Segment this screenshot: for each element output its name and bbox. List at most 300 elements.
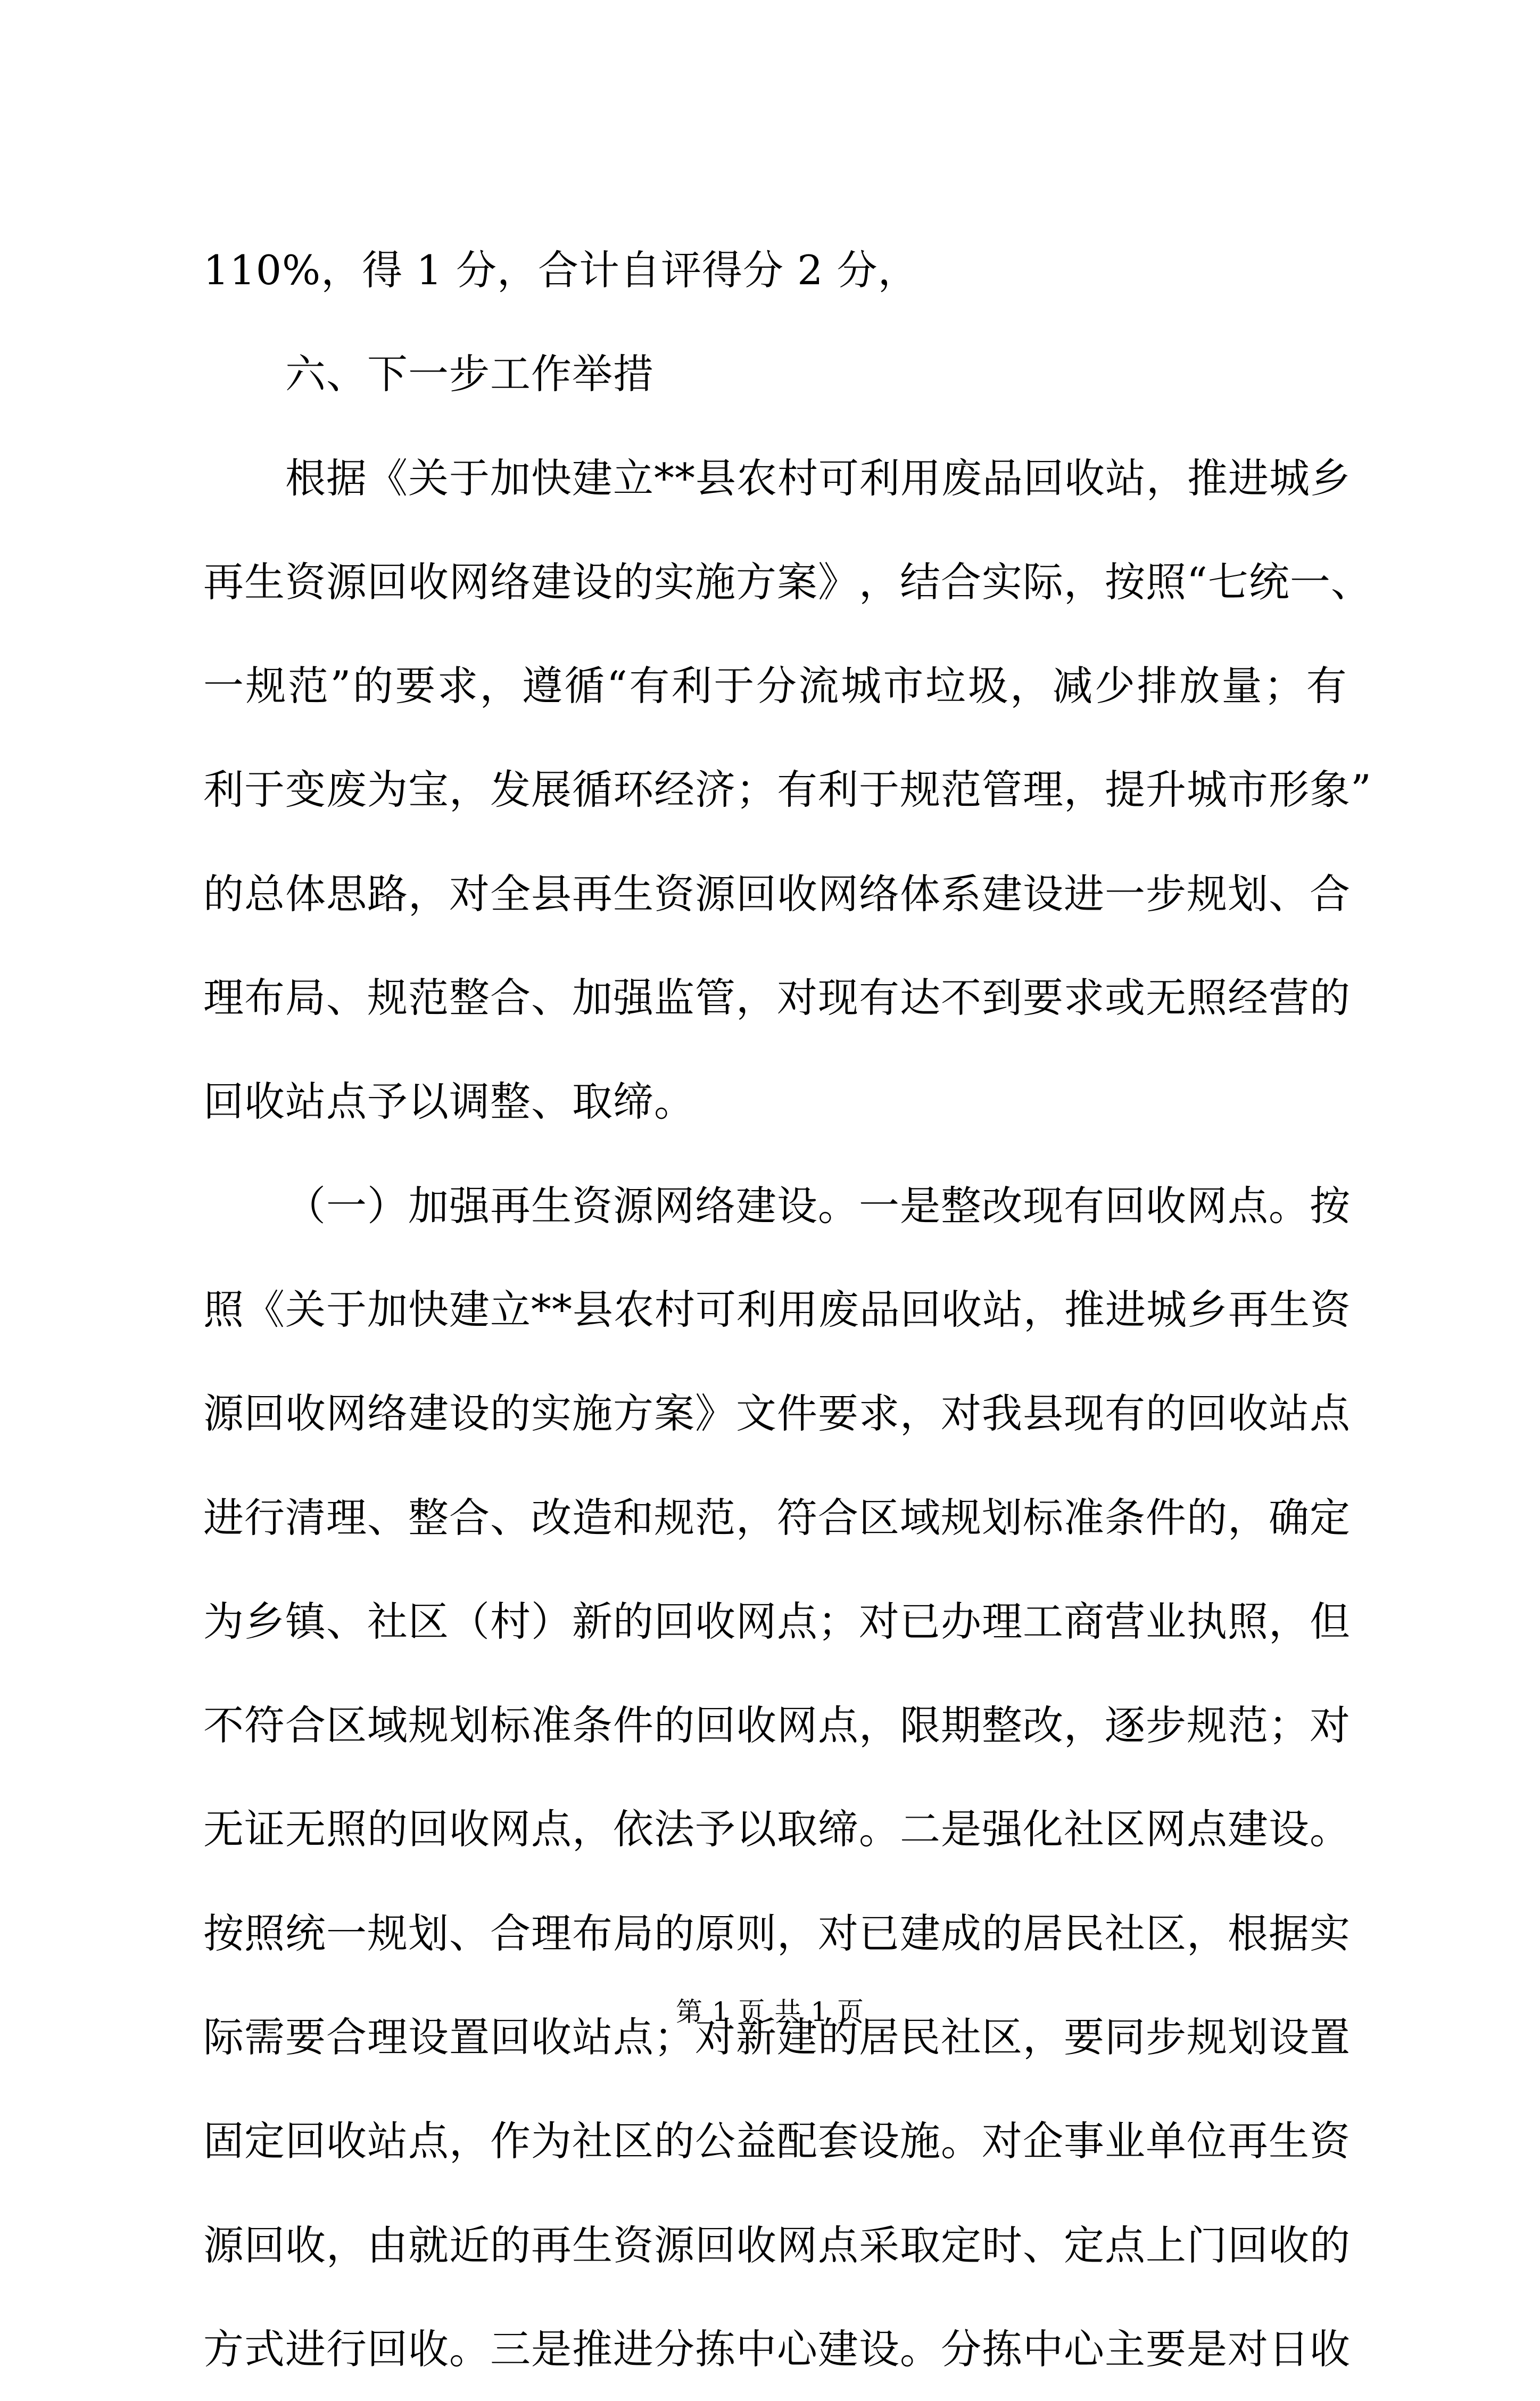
text-glyph: 体 bbox=[900, 870, 941, 918]
text-glyph: 经 bbox=[1228, 974, 1269, 1022]
text-glyph: 营 bbox=[1105, 1597, 1146, 1645]
text-glyph: 再 bbox=[203, 558, 244, 606]
text-glyph: ， bbox=[859, 1702, 900, 1750]
text-glyph: 路 bbox=[367, 870, 408, 918]
text-glyph: 施 bbox=[900, 2117, 941, 2165]
text-glyph: 收 bbox=[1146, 1182, 1187, 1230]
text-glyph: 收 bbox=[531, 2014, 572, 2061]
text-glyph: 照 bbox=[1146, 558, 1187, 606]
text-glyph: ， bbox=[1023, 1285, 1064, 1333]
text-glyph: 拣 bbox=[695, 2325, 736, 2373]
text-glyph: 资 bbox=[654, 870, 695, 918]
text-glyph: 设 bbox=[859, 2117, 900, 2165]
text-glyph: 原 bbox=[695, 1909, 736, 1957]
text-glyph: ” bbox=[330, 662, 352, 710]
text-glyph: 管 bbox=[695, 974, 736, 1022]
text-glyph: 进 bbox=[203, 1494, 244, 1541]
text-glyph: 施 bbox=[695, 558, 736, 606]
text-glyph: ； bbox=[818, 1597, 859, 1645]
text-glyph: （ bbox=[285, 1182, 326, 1230]
text-glyph: 拣 bbox=[982, 2325, 1023, 2373]
text-glyph: 网 bbox=[326, 1390, 367, 1438]
text-glyph: 象 bbox=[1310, 766, 1351, 814]
text-glyph: 生 bbox=[1269, 1285, 1310, 1333]
text-glyph: 垃 bbox=[925, 662, 966, 710]
text-glyph: 收 bbox=[449, 1805, 490, 1853]
text-glyph: 成 bbox=[941, 1909, 982, 1957]
text-glyph: 取 bbox=[777, 1805, 818, 1853]
text-glyph: 源 bbox=[695, 870, 736, 918]
text-glyph: 一 bbox=[203, 662, 244, 710]
text-glyph: 方 bbox=[736, 558, 777, 606]
text-glyph: 是 bbox=[941, 1805, 982, 1853]
text-glyph: 县 bbox=[696, 454, 736, 502]
text-glyph: 合 bbox=[285, 1702, 326, 1750]
text-glyph: 建 bbox=[900, 1909, 941, 1957]
text-glyph: 加 bbox=[408, 1182, 449, 1230]
text-glyph: 废 bbox=[326, 766, 367, 814]
text-glyph: 际 bbox=[1023, 558, 1064, 606]
text-glyph: 际 bbox=[203, 2014, 244, 2061]
text-glyph: 规 bbox=[654, 1494, 695, 1541]
text-glyph: 依 bbox=[613, 1805, 654, 1853]
text-glyph: 作 bbox=[490, 2117, 531, 2165]
text-glyph: 确 bbox=[1269, 1494, 1310, 1541]
text-glyph: ； bbox=[1264, 662, 1305, 710]
text-glyph: ， bbox=[408, 870, 449, 918]
text-glyph: 合 bbox=[490, 974, 531, 1022]
text-glyph: 域 bbox=[367, 1702, 408, 1750]
text-glyph: 建 bbox=[449, 1285, 490, 1333]
text-glyph: 有 bbox=[859, 974, 900, 1022]
text-glyph: 。 bbox=[818, 1182, 859, 1230]
text-glyph: 规 bbox=[1187, 2014, 1228, 2061]
text-glyph: 的 bbox=[613, 558, 654, 606]
text-glyph: 放 bbox=[1179, 662, 1221, 710]
text-glyph: 源 bbox=[654, 2221, 695, 2269]
text-glyph: 。 bbox=[449, 2325, 490, 2373]
text-glyph: 再 bbox=[1228, 2117, 1269, 2165]
text-glyph: 村 bbox=[777, 454, 818, 502]
text-glyph: 网 bbox=[736, 1597, 777, 1645]
text-glyph: 理 bbox=[982, 1597, 1023, 1645]
text-glyph: 有 bbox=[777, 766, 818, 814]
text-glyph: ， bbox=[1269, 1597, 1310, 1645]
text-glyph: 置 bbox=[1310, 2014, 1351, 2061]
text-line: 110%，得 1 分，合计自评得分 2 分， bbox=[203, 246, 919, 294]
text-glyph: 回 bbox=[736, 870, 777, 918]
text-glyph: 设 bbox=[1269, 1805, 1310, 1853]
text-glyph: 源 bbox=[203, 1390, 244, 1438]
text-glyph: 工 bbox=[1023, 1597, 1064, 1645]
text-glyph: 回 bbox=[1105, 1182, 1146, 1230]
text-glyph: 于 bbox=[326, 1285, 367, 1333]
text-glyph: 分 bbox=[756, 662, 797, 710]
text-glyph bbox=[244, 1154, 285, 1258]
text-glyph: 。 bbox=[900, 2325, 941, 2373]
text-glyph: 标 bbox=[490, 1702, 531, 1750]
text-glyph: （ bbox=[449, 1597, 490, 1645]
text-glyph: 站 bbox=[1269, 1390, 1310, 1438]
text-glyph: 的 bbox=[203, 870, 244, 918]
text-glyph: 的 bbox=[982, 1909, 1023, 1957]
text-glyph: * bbox=[654, 454, 675, 502]
text-glyph: 时 bbox=[982, 2221, 1023, 2269]
text-glyph: 的 bbox=[367, 1805, 408, 1853]
text-glyph: 社 bbox=[941, 2014, 982, 2061]
text-glyph: 不 bbox=[941, 974, 982, 1022]
text-glyph: 回 bbox=[1023, 454, 1064, 502]
text-glyph: 变 bbox=[285, 766, 326, 814]
text-glyph: 对 bbox=[777, 974, 818, 1022]
text-glyph: 理 bbox=[203, 974, 244, 1022]
text-glyph: 日 bbox=[1269, 2325, 1310, 2373]
text-glyph: 新 bbox=[736, 2014, 777, 2061]
text-glyph: 营 bbox=[1269, 974, 1310, 1022]
text-glyph: 统 bbox=[285, 1909, 326, 1957]
text-glyph: 再 bbox=[1228, 1285, 1269, 1333]
text-glyph: 利 bbox=[818, 766, 859, 814]
text-glyph: 现 bbox=[1023, 1182, 1064, 1230]
text-glyph: 关 bbox=[408, 454, 449, 502]
text-glyph: 资 bbox=[613, 2221, 654, 2269]
text-glyph: 建 bbox=[777, 2014, 818, 2061]
text-glyph: 规 bbox=[1187, 1702, 1228, 1750]
text-glyph: 设 bbox=[408, 2014, 449, 2061]
text-glyph: ， bbox=[900, 1390, 941, 1438]
text-glyph: 点 bbox=[613, 2014, 654, 2061]
text-glyph: 回 bbox=[695, 2221, 736, 2269]
text-glyph: 站 bbox=[572, 2014, 613, 2061]
text-glyph: 。 bbox=[941, 2117, 982, 2165]
text-glyph: 市 bbox=[1228, 766, 1269, 814]
text-glyph: ， bbox=[1146, 454, 1187, 502]
text-glyph: 合 bbox=[326, 2014, 367, 2061]
text-glyph: 展 bbox=[531, 766, 572, 814]
text-glyph: 收 bbox=[326, 2117, 367, 2165]
text-glyph: 、 bbox=[1023, 2221, 1064, 2269]
text-glyph: 改 bbox=[531, 1494, 572, 1541]
text-glyph: 采 bbox=[859, 2221, 900, 2269]
text-glyph: 宝 bbox=[408, 766, 449, 814]
text-glyph: 社 bbox=[367, 1597, 408, 1645]
text-glyph: 求 bbox=[1064, 974, 1105, 1022]
text-glyph: 无 bbox=[285, 1805, 326, 1853]
text-glyph: 《 bbox=[244, 1285, 285, 1333]
text-glyph: 建 bbox=[982, 870, 1023, 918]
text-glyph: 点 bbox=[1310, 1390, 1351, 1438]
text-glyph: 收 bbox=[1269, 2221, 1310, 2269]
text-glyph: 立 bbox=[613, 454, 654, 502]
text-glyph: 形 bbox=[1269, 766, 1310, 814]
text-glyph: 络 bbox=[695, 1182, 736, 1230]
text-glyph: 照 bbox=[203, 1285, 244, 1333]
text-glyph: 城 bbox=[1146, 1285, 1187, 1333]
text-glyph: 的 bbox=[1146, 1390, 1187, 1438]
text-glyph: 准 bbox=[1064, 1494, 1105, 1541]
text-glyph: 整 bbox=[408, 1494, 449, 1541]
text-glyph: 一 bbox=[1105, 870, 1146, 918]
text-glyph: 可 bbox=[696, 1285, 736, 1333]
text-glyph: 济 bbox=[695, 766, 736, 814]
text-glyph: 域 bbox=[900, 1494, 941, 1541]
text-glyph: 整 bbox=[449, 974, 490, 1022]
text-glyph: ， bbox=[777, 1909, 818, 1957]
page-footer: 第 1 页 共 1 页 bbox=[675, 1996, 865, 2027]
text-glyph: 推 bbox=[1064, 1285, 1105, 1333]
text-glyph: 全 bbox=[490, 870, 531, 918]
text-glyph: 网 bbox=[490, 1805, 531, 1853]
text-glyph: ” bbox=[1351, 766, 1372, 814]
text-glyph: 的 bbox=[654, 1702, 695, 1750]
text-glyph: 总 bbox=[244, 870, 285, 918]
text-glyph: 实 bbox=[654, 558, 695, 606]
text-glyph: 收 bbox=[1228, 1390, 1269, 1438]
text-glyph: 对 bbox=[449, 870, 490, 918]
text-glyph: 门 bbox=[1187, 2221, 1228, 2269]
text-glyph: 网 bbox=[449, 558, 490, 606]
text-glyph: 益 bbox=[736, 2117, 777, 2165]
text-glyph: 加 bbox=[572, 974, 613, 1022]
text-glyph: 一 bbox=[326, 1182, 367, 1230]
text-glyph: 规 bbox=[900, 766, 941, 814]
text-glyph: 回 bbox=[367, 2325, 408, 2373]
text-glyph: 收 bbox=[408, 558, 449, 606]
text-glyph bbox=[203, 1154, 244, 1258]
text-glyph: 点 bbox=[1228, 1182, 1269, 1230]
text-glyph: 单 bbox=[1146, 2117, 1187, 2165]
text-glyph: 社 bbox=[1105, 1909, 1146, 1957]
text-glyph: 回 bbox=[244, 2221, 285, 2269]
text-glyph: 进 bbox=[1105, 1285, 1146, 1333]
text-glyph: 推 bbox=[572, 2325, 613, 2373]
text-glyph: 推 bbox=[1187, 454, 1228, 502]
text-glyph: 、 bbox=[531, 974, 572, 1022]
text-glyph: 点 bbox=[408, 2117, 449, 2165]
text-glyph: 。 bbox=[1310, 1805, 1351, 1853]
text-glyph: “ bbox=[607, 662, 628, 710]
text-glyph: 村 bbox=[655, 1285, 696, 1333]
text-glyph: 。 bbox=[1269, 1182, 1310, 1230]
text-glyph: 清 bbox=[285, 1494, 326, 1541]
text-glyph: 加 bbox=[367, 1285, 408, 1333]
text-glyph: 、 bbox=[490, 1494, 531, 1541]
text-line bbox=[203, 1777, 1351, 1881]
text-glyph: 范 bbox=[1228, 1702, 1269, 1750]
text-glyph: 建 bbox=[531, 558, 572, 606]
text-glyph: ， bbox=[736, 974, 777, 1022]
text-line bbox=[203, 842, 1351, 946]
text-glyph: 中 bbox=[1023, 2325, 1064, 2373]
text-glyph: 现 bbox=[818, 974, 859, 1022]
text-glyph: ） bbox=[367, 1182, 408, 1230]
text-glyph: 根 bbox=[285, 454, 326, 502]
text-glyph: 照 bbox=[326, 1805, 367, 1853]
text-glyph: 准 bbox=[531, 1702, 572, 1750]
text-glyph: 按 bbox=[1105, 558, 1146, 606]
text-glyph: 是 bbox=[900, 1182, 941, 1230]
text-glyph: 生 bbox=[531, 1182, 572, 1230]
text-glyph: * bbox=[552, 1285, 573, 1333]
text-glyph: 公 bbox=[695, 2117, 736, 2165]
text-glyph: 行 bbox=[244, 1494, 285, 1541]
text-glyph: 乡 bbox=[1187, 1285, 1228, 1333]
text-glyph: 建 bbox=[1228, 1805, 1269, 1853]
text-glyph: 循 bbox=[572, 766, 613, 814]
text-glyph: 中 bbox=[736, 2325, 777, 2373]
text-glyph: 局 bbox=[613, 1909, 654, 1957]
text-glyph: 条 bbox=[572, 1702, 613, 1750]
text-glyph: 回 bbox=[1187, 1390, 1228, 1438]
text-glyph: 和 bbox=[613, 1494, 654, 1541]
text-glyph: 文 bbox=[736, 1390, 777, 1438]
text-glyph: 站 bbox=[982, 1285, 1023, 1333]
text-glyph: 建 bbox=[736, 1182, 777, 1230]
text-glyph: ， bbox=[1187, 1909, 1228, 1957]
text-glyph: 的 bbox=[654, 1909, 695, 1957]
text-glyph: 》 bbox=[695, 1390, 736, 1438]
text-glyph: ， bbox=[1228, 1494, 1269, 1541]
text-glyph: 到 bbox=[982, 974, 1023, 1022]
text-glyph: 生 bbox=[244, 558, 285, 606]
text-glyph: 监 bbox=[654, 974, 695, 1022]
text-glyph: 二 bbox=[900, 1805, 941, 1853]
text-glyph: 生 bbox=[613, 870, 654, 918]
text-glyph: 行 bbox=[326, 2325, 367, 2373]
text-glyph: 已 bbox=[900, 1597, 941, 1645]
text-glyph: 范 bbox=[288, 662, 329, 710]
text-glyph: 心 bbox=[1064, 2325, 1105, 2373]
text-glyph: 收 bbox=[777, 870, 818, 918]
text-glyph: 于 bbox=[714, 662, 755, 710]
text-glyph: 、 bbox=[1330, 558, 1372, 606]
text-glyph: 设 bbox=[859, 2325, 900, 2373]
text-glyph: 网 bbox=[777, 2221, 818, 2269]
text-glyph: 一 bbox=[326, 1909, 367, 1957]
text-glyph: 生 bbox=[1269, 2117, 1310, 2165]
text-glyph: 据 bbox=[1269, 1909, 1310, 1957]
text-glyph: 则 bbox=[736, 1909, 777, 1957]
text-glyph: 废 bbox=[818, 1285, 859, 1333]
text-glyph: 理 bbox=[531, 1909, 572, 1957]
text-glyph: 分 bbox=[941, 2325, 982, 2373]
text-glyph: 按 bbox=[203, 1909, 244, 1957]
text-glyph: 要 bbox=[395, 662, 436, 710]
text-line bbox=[203, 1154, 1351, 1258]
text-glyph: 收 bbox=[695, 1597, 736, 1645]
text-glyph: 流 bbox=[798, 662, 840, 710]
text-glyph: 进 bbox=[285, 2325, 326, 2373]
text-glyph: 三 bbox=[490, 2325, 531, 2373]
text-glyph: 建 bbox=[818, 2325, 859, 2373]
text-glyph: 范 bbox=[695, 1494, 736, 1541]
text-glyph: 对 bbox=[1228, 2325, 1269, 2373]
text-glyph: 事 bbox=[1064, 2117, 1105, 2165]
text-glyph: 可 bbox=[818, 454, 859, 502]
text-glyph: 点 bbox=[818, 2221, 859, 2269]
text-glyph: 式 bbox=[244, 2325, 285, 2373]
document-body bbox=[203, 218, 1372, 2401]
text-line bbox=[203, 634, 1347, 738]
text-glyph: 的 bbox=[1310, 974, 1351, 1022]
text-glyph: 网 bbox=[1146, 1805, 1187, 1853]
text-glyph: 就 bbox=[408, 2221, 449, 2269]
text-glyph: 实 bbox=[1310, 1909, 1351, 1957]
text-glyph: ； bbox=[654, 2014, 695, 2061]
text-glyph: 新 bbox=[572, 1597, 613, 1645]
text-glyph: 回 bbox=[285, 2117, 326, 2165]
text-glyph: 收 bbox=[285, 1390, 326, 1438]
text-glyph: 建 bbox=[408, 1390, 449, 1438]
text-glyph: 步 bbox=[1146, 2014, 1187, 2061]
text-glyph: 的 bbox=[490, 1390, 531, 1438]
text-glyph: 络 bbox=[859, 870, 900, 918]
text-glyph: 合 bbox=[490, 1909, 531, 1957]
text-glyph: 分 bbox=[654, 2325, 695, 2373]
text-glyph: 对 bbox=[818, 1909, 859, 1957]
text-glyph: 予 bbox=[695, 1805, 736, 1853]
text-line bbox=[203, 1570, 1351, 1673]
text-glyph: 实 bbox=[531, 1390, 572, 1438]
text-glyph: 不 bbox=[203, 1702, 244, 1750]
text-glyph: 收 bbox=[285, 2221, 326, 2269]
text-glyph: * bbox=[675, 454, 696, 502]
text-glyph: 环 bbox=[613, 766, 654, 814]
text-glyph: 回 bbox=[695, 1702, 736, 1750]
text-glyph: 品 bbox=[859, 1285, 900, 1333]
text-glyph: 改 bbox=[982, 1182, 1023, 1230]
text-glyph: ， bbox=[572, 1805, 613, 1853]
text-glyph: 回 bbox=[900, 1285, 941, 1333]
text-glyph: 以 bbox=[736, 1805, 777, 1853]
text-line bbox=[203, 946, 1351, 1050]
text-glyph: 心 bbox=[777, 2325, 818, 2373]
text-glyph: 城 bbox=[1187, 766, 1228, 814]
text-glyph: 设 bbox=[1269, 2014, 1310, 2061]
text-glyph: 统 bbox=[1248, 558, 1290, 606]
text-glyph: 源 bbox=[613, 1182, 654, 1230]
text-glyph: 同 bbox=[1105, 2014, 1146, 2061]
text-glyph: 整 bbox=[941, 1182, 982, 1230]
text-glyph: 的 bbox=[818, 2014, 859, 2061]
text-glyph: 范 bbox=[408, 974, 449, 1022]
text-glyph: 限 bbox=[900, 1702, 941, 1750]
text-glyph: 县 bbox=[573, 1285, 614, 1333]
text-glyph: 定 bbox=[941, 2221, 982, 2269]
text-glyph: 步 bbox=[1146, 1702, 1187, 1750]
text-glyph: 理 bbox=[1023, 766, 1064, 814]
text-glyph: 对 bbox=[1310, 1702, 1351, 1750]
text-glyph: 无 bbox=[203, 1805, 244, 1853]
text-glyph: ， bbox=[479, 662, 521, 710]
text-glyph: 定 bbox=[244, 2117, 285, 2165]
text-glyph: 固 bbox=[203, 2117, 244, 2165]
text-glyph: 居 bbox=[859, 2014, 900, 2061]
text-glyph: 的 bbox=[1187, 1494, 1228, 1541]
text-glyph: 符 bbox=[777, 1494, 818, 1541]
text-line bbox=[203, 530, 1372, 634]
text-glyph: 无 bbox=[1146, 974, 1187, 1022]
text-glyph: 废 bbox=[941, 454, 982, 502]
text-glyph: ， bbox=[449, 2117, 490, 2165]
text-glyph: 资 bbox=[1310, 2117, 1351, 2165]
text-glyph: 方 bbox=[613, 1390, 654, 1438]
text-glyph: 点 bbox=[818, 1702, 859, 1750]
text-glyph: 上 bbox=[1146, 2221, 1187, 2269]
text-glyph: 需 bbox=[244, 2014, 285, 2061]
text-glyph: ； bbox=[1269, 1702, 1310, 1750]
text-glyph: 发 bbox=[490, 766, 531, 814]
